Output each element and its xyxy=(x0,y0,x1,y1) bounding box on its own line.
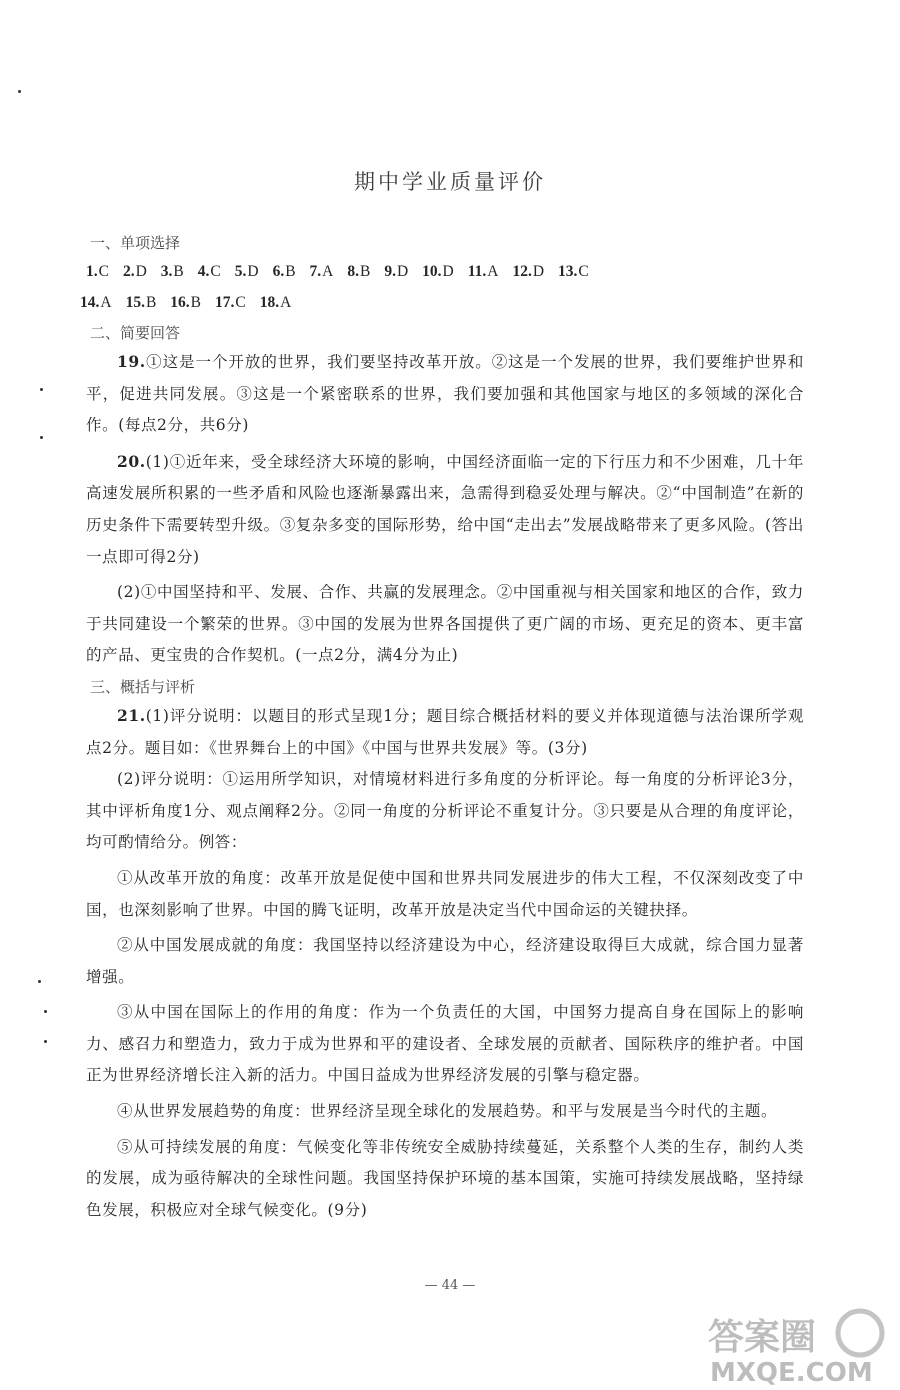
question-number: 1. xyxy=(86,263,98,280)
choice-answer xyxy=(512,263,544,280)
question-number: 19. xyxy=(117,352,146,371)
choice-answer xyxy=(422,263,454,280)
answer-letter: A xyxy=(487,263,499,280)
question-number: 12. xyxy=(512,263,532,280)
choice-answer xyxy=(558,263,589,280)
choice-answer xyxy=(347,263,370,280)
example-answer-1: ①从改革开放的角度：改革开放是促使中国和世界共同发展进步的伟大工程，不仅深刻改变了中国，也深刻影响了世界。中国的腾飞证明，改革开放是决定当代中国命运的关键抉择。 xyxy=(86,868,804,919)
question-number: 7. xyxy=(309,263,322,280)
question-number: 10. xyxy=(422,263,442,280)
question-number: 21. xyxy=(117,705,146,725)
choice-answer xyxy=(235,263,259,280)
choice-answers-row-1 xyxy=(86,256,804,287)
watermark-url: MXQE.COM xyxy=(710,1358,873,1385)
watermark-logo xyxy=(700,1305,890,1385)
choice-answer xyxy=(126,294,157,311)
answer-body xyxy=(80,228,804,1226)
choice-answer xyxy=(170,294,201,311)
question-19-answer xyxy=(86,346,804,442)
scan-speck xyxy=(40,388,43,391)
question-number: 5. xyxy=(234,263,247,280)
answer-letter: B xyxy=(190,294,202,311)
question-number: 18. xyxy=(259,294,280,311)
scan-speck xyxy=(44,1040,47,1043)
question-21-part-2: (2)评分说明：①运用所学知识，对情境材料进行多角度的分析评论。每一角度的分析评论3分，其中评析角度1分、观点阐释2分。②同一角度的分析评论不重复计分。③只要是从合理的角度评论，均可酌情给分。例答： xyxy=(86,770,804,852)
answer-letter: D xyxy=(532,263,545,280)
example-answer-5: ⑤从可持续发展的角度：气候变化等非传统安全威胁持续蔓延，关系整个人类的生存，制约人类的发展，成为亟待解决的全球性问题。我国坚持保护环境的基本国策，实施可持续发展战略，坚持绿色发展，积极应对全球气候变化。(9分) xyxy=(86,1137,804,1219)
example-answer-4: ④从世界发展趋势的角度：世界经济呈现全球化的发展趋势。和平与发展是当今时代的主题。 xyxy=(117,1102,778,1121)
answer-letter: D xyxy=(442,263,454,280)
choice-answer xyxy=(86,263,109,280)
scan-speck xyxy=(38,980,41,983)
page-title: 期中学业质量评价 xyxy=(354,170,546,194)
question-number: 20. xyxy=(117,451,146,471)
question-number: 13. xyxy=(558,263,578,280)
question-number: 8. xyxy=(347,263,359,280)
answer-letter: A xyxy=(100,294,112,311)
question-21-part-1 xyxy=(86,700,804,764)
choice-answer xyxy=(198,263,221,280)
choice-answer xyxy=(215,294,246,311)
answer-text: (1)①近年来，受全球经济大环境的影响，中国经济面临一定的下行压力和不少困难，几十年高速发展所积累的一些矛盾和风险也逐渐暴露出来，急需得到稳妥处理与解决。②“中国制造”在新的历史条件下需要转型升级。③复杂多变的国际形势，给中国“走出去”发展战略带来了更多风险。(答出一点即可得2分) xyxy=(86,452,804,566)
example-answer-3: ③从中国在国际上的作用的角度：作为一个负责任的大国，中国努力提高自身在国际上的影响力、感召力和塑造力，致力于成为世界和平的建设者、全球发展的贡献者、国际秩序的维护者。中国正为世界经济增长注入新的活力。中国日益成为世界经济发展的引擎与稳定器。 xyxy=(86,1003,804,1085)
question-20-part-2: (2)①中国坚持和平、发展、合作、共赢的发展理念。②中国重视与相关国家和地区的合作，致力于共同建设一个繁荣的世界。③中国的发展为世界各国提供了更广阔的市场、更充足的资本、更丰富的产品、更宝贵的合作契机。(一点2分，满4分为止) xyxy=(86,583,804,665)
choice-answer xyxy=(80,294,112,311)
section-heading-single-choice: 一、单项选择 xyxy=(90,234,181,252)
scan-speck xyxy=(44,1010,47,1013)
answer-letter: B xyxy=(145,294,157,311)
answer-text: (1)评分说明：以题目的形式呈现1分；题目综合概括材料的要义并体现道德与法治课所学观点2分。题目如：《世界舞台上的中国》《中国与世界共发展》等。(3分) xyxy=(86,706,804,757)
answer-letter: B xyxy=(173,263,184,280)
answer-letter: A xyxy=(280,294,292,311)
choice-answer xyxy=(273,263,296,280)
question-number: 14. xyxy=(80,294,100,311)
answer-letter: C xyxy=(210,263,221,280)
answer-letter: C xyxy=(578,263,589,280)
question-number: 4. xyxy=(197,263,210,280)
answer-letter: D xyxy=(135,263,147,280)
question-number: 9. xyxy=(384,263,396,280)
choice-answer xyxy=(260,294,292,311)
answer-text: ①这是一个开放的世界，我们要坚持改革开放。②这是一个发展的世界，我们要维护世界和平，促进共同发展。③这是一个紧密联系的世界，我们要加强和其他国家与地区的多领域的深化合作。(每点2分，共6分) xyxy=(86,353,804,435)
section-heading-short-answer: 二、简要回答 xyxy=(90,324,181,342)
choice-answer xyxy=(384,263,408,280)
page-number: — 44 — xyxy=(424,1278,476,1293)
scan-speck xyxy=(40,436,43,439)
question-number: 2. xyxy=(122,263,135,280)
question-number: 15. xyxy=(125,294,145,311)
question-number: 17. xyxy=(215,294,235,311)
scan-speck xyxy=(18,90,21,93)
example-answer-2: ②从中国发展成就的角度：我国坚持以经济建设为中心，经济建设取得巨大成就，综合国力显著增强。 xyxy=(86,936,804,986)
answer-letter: B xyxy=(285,263,296,280)
question-number: 6. xyxy=(272,263,285,280)
answer-letter: C xyxy=(98,263,109,280)
choice-answers-row-2 xyxy=(80,287,804,318)
question-number: 3. xyxy=(160,263,173,280)
answer-letter: A xyxy=(322,263,334,280)
choice-answer xyxy=(310,263,334,280)
choice-answer xyxy=(161,263,184,280)
choice-answer xyxy=(468,263,499,280)
choice-answer xyxy=(123,263,147,280)
question-number: 16. xyxy=(170,294,190,311)
watermark-text: 答案圈 xyxy=(708,1317,817,1358)
answer-letter: D xyxy=(396,263,409,280)
answer-letter: C xyxy=(235,294,246,311)
answer-letter: D xyxy=(247,263,259,280)
section-heading-summary-analysis: 三、概括与评析 xyxy=(90,677,196,696)
question-20-part-1 xyxy=(86,446,804,573)
question-number: 11. xyxy=(467,263,487,280)
answer-letter: B xyxy=(359,263,371,280)
